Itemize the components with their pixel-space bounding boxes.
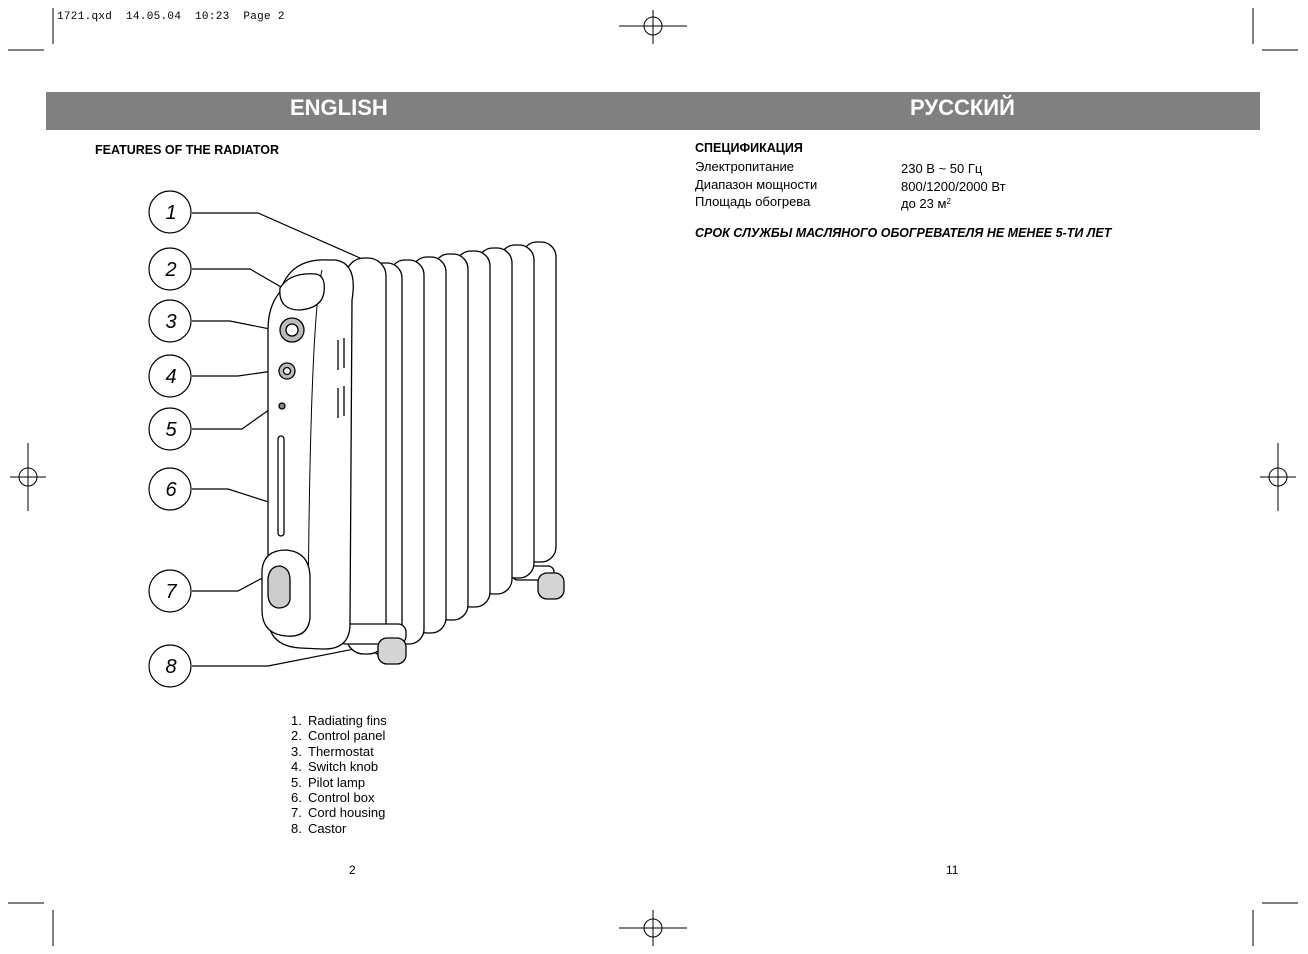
spec-label: Электропитание [695,159,794,174]
english-title: ENGLISH [290,95,388,120]
callout-number: 2 [165,259,177,281]
spec-label: Площадь обогрева [695,194,811,209]
page-number-right: 11 [946,863,959,877]
list-item-label: Switch knob [308,759,379,775]
callout-number: 6 [165,479,177,501]
list-item [291,713,387,728]
list-item [291,775,387,790]
list-item-number: 7. [291,805,302,821]
registration-mark-top [619,10,687,44]
language-header-band [46,92,1260,130]
list-item-number: 3. [291,743,302,759]
russian-title: РУССКИЙ [910,95,1015,120]
callout-number: 4 [165,366,177,388]
list-item-label: Control box [308,789,375,805]
list-item [291,759,387,774]
radiator-diagram [140,180,580,695]
list-item [291,821,387,836]
features-heading: FEATURES OF THE RADIATOR [95,143,280,157]
registration-mark-right [1260,443,1296,511]
print-slug: 1721.qxd 14.05.04 10:23 Page 2 [57,11,285,23]
registration-mark-left [10,443,46,511]
list-item-number: 6. [291,789,302,805]
list-item-label: Pilot lamp [308,774,366,790]
list-item-label: Cord housing [308,805,386,821]
spec-value: 800/1200/2000 Вт [901,178,1006,194]
list-item-label: Castor [308,820,347,836]
list-item-label: Thermostat [308,743,374,759]
callout-number: 7 [165,581,177,603]
list-item-label: Control panel [308,728,386,744]
spec-label: Диапазон мощности [695,176,818,192]
service-life-note: СРОК СЛУЖБЫ МАСЛЯНОГО ОБОГРЕВАТЕЛЯ НЕ МЕНЕЕ 5-ТИ ЛЕТ [695,226,1112,240]
spec-value: 230 В ~ 50 Гц [901,161,983,176]
registration-mark-bottom [619,910,687,946]
spec-value: до 23 $м^2$ [901,196,951,211]
list-item [291,728,387,743]
spec-heading: СПЕЦИФИКАЦИЯ [695,141,803,155]
list-item-number: 8. [291,820,302,836]
parts-list [291,713,387,836]
list-item-label: Radiating fins [308,713,387,728]
callout-number: 3 [165,311,177,333]
radiator-illustration [262,242,564,664]
list-item [291,744,387,759]
list-item-number: 1. [291,713,302,728]
callout-number: 8 [165,656,177,678]
list-item [291,805,387,820]
list-item-number: 5. [291,774,302,790]
page-number-left: 2 [349,863,356,877]
callout-number: 1 [165,202,177,224]
list-item [291,790,387,805]
list-item-number: 2. [291,728,302,744]
list-item-number: 4. [291,759,302,775]
callout-number: 5 [165,419,177,441]
